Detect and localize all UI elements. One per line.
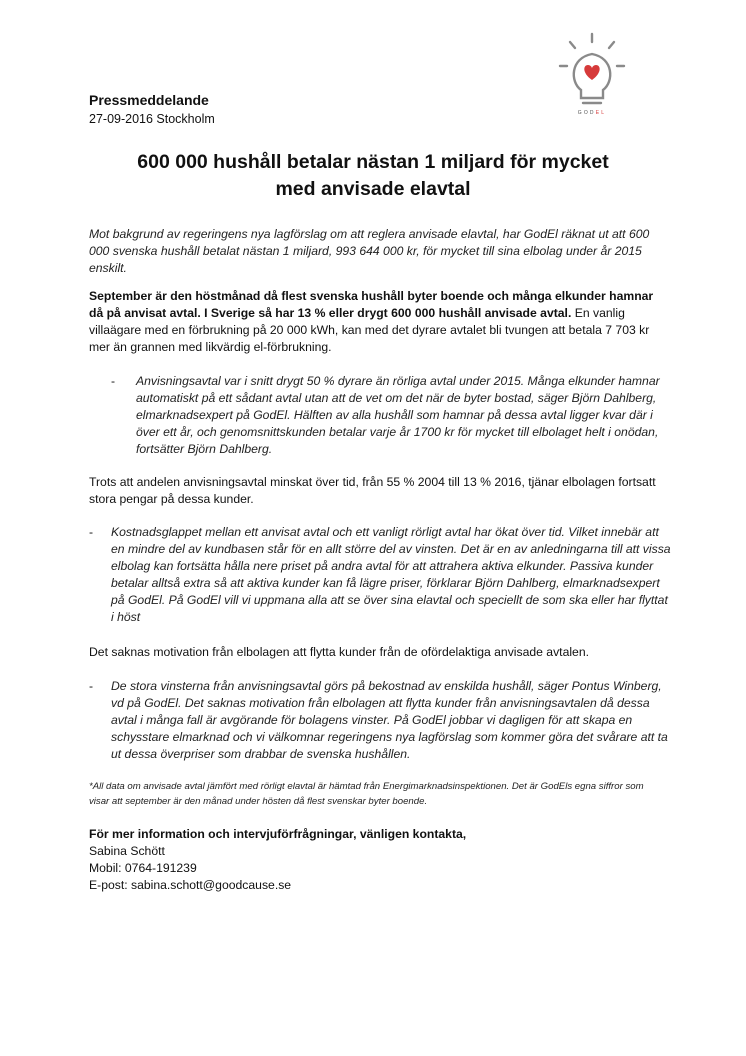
paragraph-1 [89, 288, 669, 356]
date-location: 27-09-2016 Stockholm [89, 112, 215, 126]
title-line-1: 600 000 hushåll betalar nästan 1 miljard för mycket [137, 151, 609, 173]
contact-phone: Mobil: 0764-191239 [89, 861, 197, 875]
paragraph-3: Det saknas motivation från elbolagen att flytta kunder från de ofördelaktiga anvisade avtalen. [89, 645, 589, 659]
title-line-2: med anvisade elavtal [275, 178, 471, 200]
paragraph-1-rest: En vanlig villaägare med en förbrukning på 20 000 kWh, kan med det dyrare avtalet bli tvungen att betala 7 703 kr mer än grannen med likvärdig el-förbrukning. [89, 306, 650, 354]
footnote: *All data om anvisade avtal jämfört med rörligt elavtal är hämtad från Energimarknadsinspektionen. Det är GodEls egna siffror som visar att september är den månad under hösten då flest svenskar byter boende. [89, 781, 644, 807]
contact-name: Sabina Schött [89, 844, 165, 858]
header [89, 91, 215, 128]
paragraph-1-bold: September är den höstmånad då flest svenska hushåll byter boende och många elkunder hamnar då på anvisat avtal. I Sverige så har 13 % eller drygt 600 000 hushåll anvisade avtal. [89, 289, 654, 320]
contact-email: E-post: sabina.schott@goodcause.se [89, 878, 292, 892]
page-title [60, 149, 686, 203]
quote-1-dash: - [111, 374, 116, 388]
document-type-label: Pressmeddelande [89, 92, 209, 108]
quote-3-dash: - [89, 679, 94, 693]
quote-1: Anvisningsavtal var i snitt drygt 50 % dyrare än rörliga avtal under 2015. Många elkunder hamnar automatiskt på ett sådant avtal utan att de vet om det när de byter bostad, säger Björn Dahlberg, elmarknadsexpert på GodEl. Hälften av alla hushåll som hamnar på dessa avtal ligger kvar där i över ett år, och genomsnittskunden betalar varje år 1700 kr för mycket till elbolaget helt i onödan, fortsätter Björn Dahlberg. [136, 374, 660, 456]
logo-wordmark: GODEL [577, 110, 607, 116]
paragraph-2: Trots att andelen anvisningsavtal minskat över tid, från 55 % 2004 till 13 % 2016, tjänar elbolagen fortsatt stora pengar på dessa kunder. [89, 475, 656, 506]
contact-heading: För mer information och intervjuförfrågningar, vänligen kontakta, [89, 827, 467, 841]
quote-2-dash: - [89, 525, 94, 539]
quote-2: Kostnadsglappet mellan ett anvisat avtal och ett vanligt rörligt avtal har ökat över tid. Vilket innebär att en mindre del av kundbasen står för en allt större del av vinsten. Det är en av anledningarna till att vissa elbolag kan fortsätta hålla nere priset på andra avtal för att attrahera aktiva elkunder. Passiva kunder betalar alltså extra så att aktiva kunder kan få lägre priser, förklarar Björn Dahlberg, elmarknadsexpert på GodEl. På GodEl vill vi uppmana alla att se över sina elavtal och speciellt de som ska eller har flyttat i höst [111, 525, 671, 624]
quote-3: De stora vinsterna från anvisningsavtal görs på bekostnad av enskilda hushåll, säger Pontus Winberg, vd på GodEl. Det saknas motivation från elbolagen att flytta kunder från anvisningsavtalen då dessa avtal i många fall är avgörande för bolagens vinster. På GodEl jobbar vi dagligen för att skapa en schysstare elmarknad och vi välkomnar regeringens nya lagförslag som kommer göra det svårare att ta ut dessa överpriser som drabbar de svenska hushållen. [111, 679, 668, 761]
contact-block [89, 826, 466, 894]
ingress-paragraph: Mot bakgrund av regeringens nya lagförslag om att reglera anvisade elavtal, har GodEl räknat ut att 600 000 svenska hushåll betalat nästan 1 miljard, 993 644 000 kr, för mycket till sina elbolag under år 2015 enskilt. [89, 227, 650, 275]
